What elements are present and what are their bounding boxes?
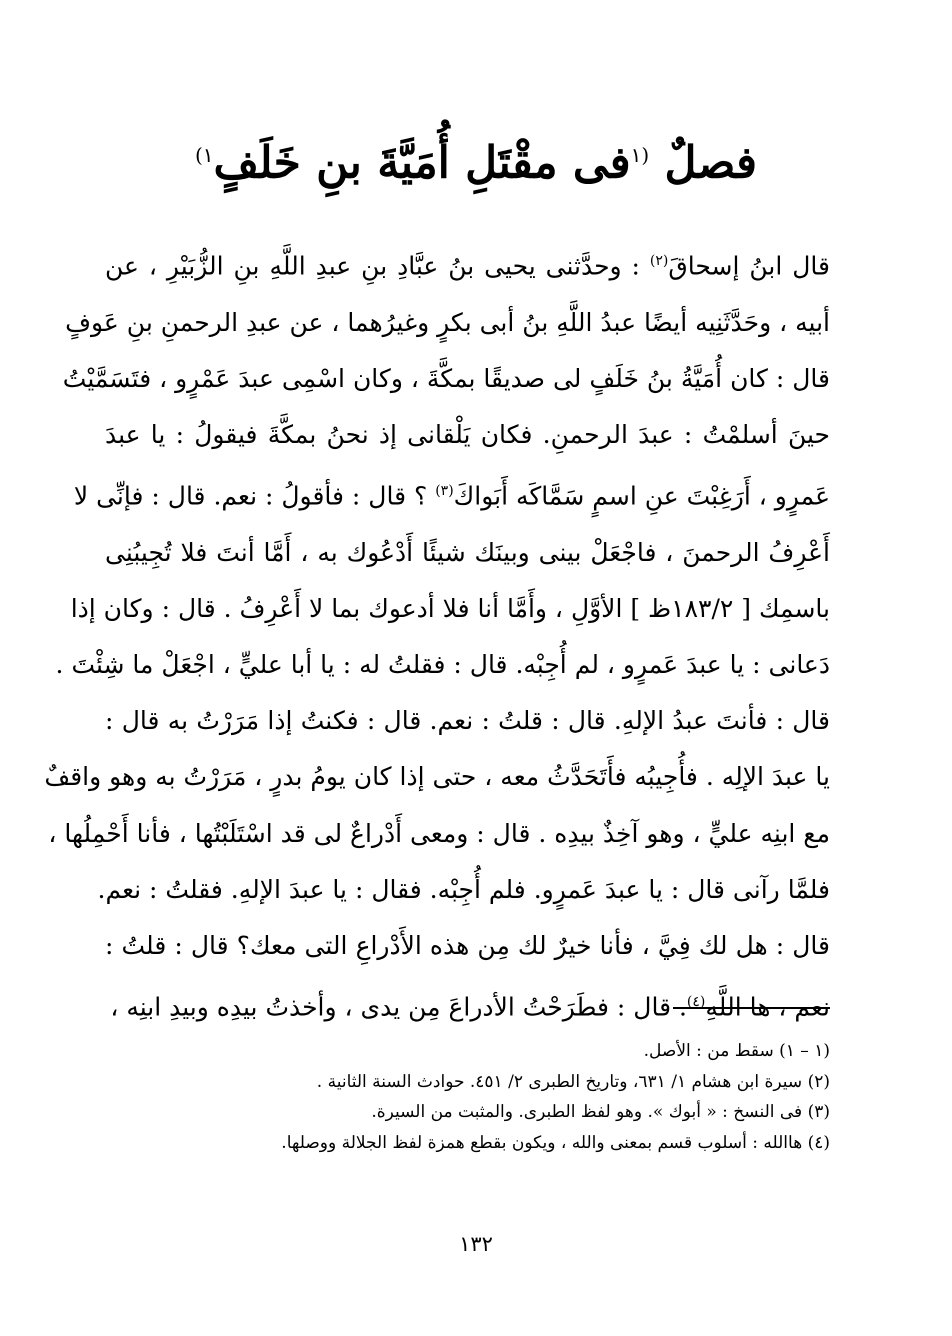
- footnote-ref: (٣): [435, 483, 454, 500]
- footnotes: [200, 1036, 830, 1158]
- footnote-ref: (٢): [649, 253, 669, 269]
- heading-word: فصلٌ: [664, 137, 758, 189]
- heading-note-open: (١: [630, 143, 650, 167]
- text-line: حينَ أسلمْتُ : عبدَ الرحمنِ. فكان يَلْقانى إذ نحنُ بمكَّةَ فيقولُ : يا عبدَ: [105, 419, 830, 449]
- text-line: قال : فأنتَ عبدُ الإلهِ. قال : قلتُ : نعم. قال : فكنتُ إذا مَرَرْتُ به قال :: [105, 706, 830, 736]
- text-line: أبيه ، وحَدَّثَنِيه أيضًا عبدُ اللَّهِ بنُ أبى بكرٍ وغيرُهما ، عن عبدِ الرحمنِ بنِ عَوفٍ: [65, 307, 830, 337]
- text-line: قال : هل لك فِيَّ ، فأنا خيرٌ لك مِن هذه الأَدْراعِ التى معك؟ قال : قلتُ :: [105, 931, 830, 961]
- footnote: (٣) فى النسخ : « أبوك ». وهو لفظ الطبرى. والمثبت من السيرة.: [371, 1102, 830, 1122]
- text-line: مع ابنِه عليٍّ ، وهو آخِذٌ بيدِه . قال : ومعى أَدْراعٌ لى قد اسْتَلَبْتُها ، فأنا أَحْمِلُها ،: [48, 818, 830, 848]
- text-segment: عَمرٍو ، أَرَغِبْتَ عنِ اسمٍ سَمَّاكَه أَبَواكَ: [453, 481, 830, 511]
- footnote: (١ – ١) سقط من : الأصل.: [643, 1041, 830, 1061]
- text-line: قال : كان أُمَيَّةُ بنُ خَلَفٍ لى صديقًا بمكَّةَ ، وكان اسْمِى عبدَ عَمْرٍو ، فتَسَمَّيْتُ: [62, 363, 830, 393]
- body-text: [44, 233, 830, 1036]
- text-segment: . قال : فطَرَحْتُ الأدراعَ مِن يدى ، وأخذتُ بيدِه وبيدِ ابنِه ،: [110, 992, 687, 1022]
- page-number: ١٣٢: [459, 1232, 493, 1256]
- text-line: [73, 463, 830, 525]
- footnote-ref: (٤): [686, 994, 706, 1011]
- footnote-separator: [673, 1007, 830, 1009]
- text-segment: قال ابنُ إسحاقَ: [668, 251, 830, 281]
- text-line: باسمِك [ ١٨٣/٢ظ ] الأوَّلِ ، وأَمَّا أنا فلا أدعوك بما لا أَعْرِفُ . قال : وكان إذا: [70, 593, 830, 623]
- text-segment: : وحدَّثنى يحيى بنُ عبَّادِ بنِ عبدِ اللَّهِ بنِ الزُّبَيْرِ ، عن: [105, 251, 650, 281]
- text-line: فلمَّا رآنى قال : يا عبدَ عَمرٍو. فلم أُجِبْه. فقال : يا عبدَ الإلهِ. فقلتُ : نعم.: [97, 874, 830, 904]
- text-line: [105, 974, 830, 1036]
- text-line: أَعْرِفُ الرحمنَ ، فاجْعَلْ بينى وبينَك شيئًا أَدْعُوك به ، أَمَّا أنتَ فلا تُجِيبُنِى: [105, 537, 830, 567]
- footnote: (٤) هاالله : أسلوب قسم بمعنى والله ، ويكون بقطع همزة لفظ الجلالة ووصلها.: [281, 1132, 830, 1153]
- text-line: يا عبدَ الإلِه . فأُجِيبُه فأَتَحَدَّثُ معه ، حتى إذا كان يومُ بدرٍ ، مَرَرْتُ به وهو واقفٌ: [44, 762, 830, 792]
- text-line: [105, 233, 830, 295]
- heading-rest: فى مقْتَلِ أُمَيَّةَ بنِ خَلَفٍ: [213, 137, 631, 189]
- heading-note-close: ١): [194, 143, 214, 167]
- text-segment: نعم ، ها اللَّهِ: [705, 992, 830, 1022]
- text-segment: ؟ قال : فأقولُ : نعم. قال : فإنِّى لا: [73, 481, 436, 511]
- text-line: دَعانى : يا عبدَ عَمرٍو ، لم أُجِبْه. قال : فقلتُ له : يا أبا عليٍّ ، اجْعَلْ ما شِئْتَ .: [55, 650, 830, 680]
- chapter-heading: [0, 125, 952, 194]
- footnote: (٢) سيرة ابن هشام ١/ ٦٣١، وتاريخ الطبرى ٢/ ٤٥١. حوادث السنة الثانية .: [316, 1071, 830, 1092]
